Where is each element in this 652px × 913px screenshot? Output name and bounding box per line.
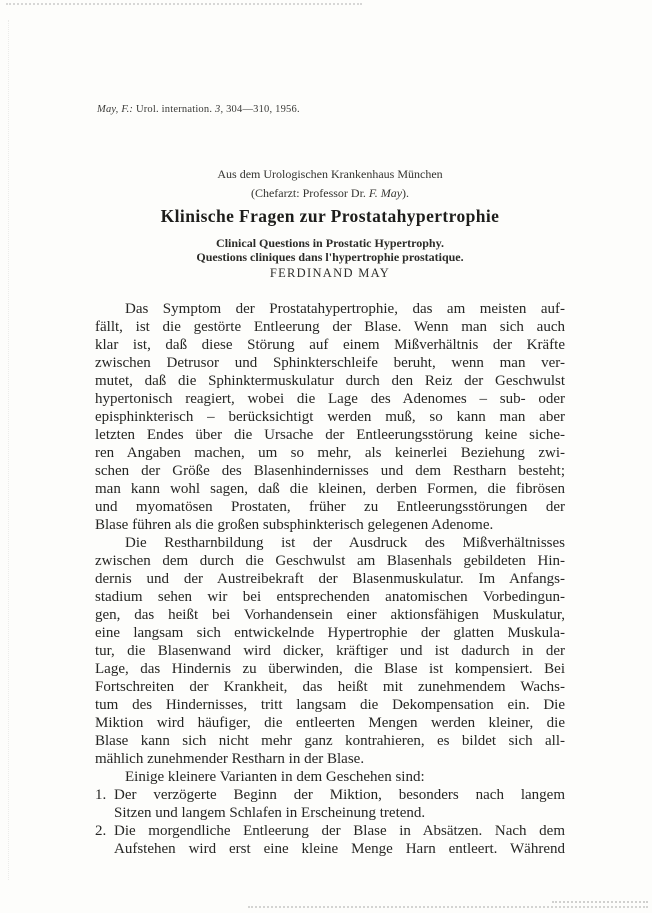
subtitle-french: Questions cliniques dans l'hypertrophie prostatique. xyxy=(196,250,464,264)
subtitle-english: Clinical Questions in Prostatic Hypertrophy. xyxy=(216,236,444,250)
author-name: FERDINAND MAY xyxy=(269,266,391,280)
list-item-2 xyxy=(95,822,565,858)
paragraph-1 xyxy=(95,300,565,534)
text-line: zwischen dem durch die Geschwulst am Blasenhals gebildeten Hin- xyxy=(95,553,565,569)
text-line: Fortschreiten der Krankheit, das heißt mit zunehmendem Wachs- xyxy=(95,679,565,695)
list-item-1 xyxy=(95,786,565,822)
text-line: fällt, ist die gestörte Entleerung der Blase. Wenn man sich auch xyxy=(95,319,565,335)
text-line: Einige kleinere Varianten in dem Geschehen sind: xyxy=(125,769,425,785)
text-line: ren Angaben machen, um so mehr, als keinerlei Beziehung zwi- xyxy=(95,445,565,461)
scan-artifact-bottom-edge-1 xyxy=(552,901,648,903)
text-line: Die morgendliche Entleerung der Blase in Absätzen. Nach dem xyxy=(114,823,565,839)
citation-author: May, F.: xyxy=(97,104,134,115)
institute-block xyxy=(95,165,565,202)
citation xyxy=(97,104,300,115)
chefarzt-line xyxy=(95,184,565,203)
text-line: hypertonisch reagiert, wobei die Lage des Adenomes – sub- oder xyxy=(95,391,565,407)
scan-artifact-left-edge xyxy=(8,20,9,880)
list-item-1-text xyxy=(114,786,565,822)
text-line: Sitzen und langem Schlafen in Erscheinung tretend. xyxy=(114,805,426,821)
scan-artifact-top-edge xyxy=(6,3,362,5)
list-item-2-text xyxy=(114,822,565,858)
text-line: stadium sehen wir bei entsprechenden anatomischen Vorbedingun- xyxy=(95,589,565,605)
text-line: Blase kann sich nicht mehr ganz kontrahieren, es bildet sich all- xyxy=(95,733,565,749)
paragraph-3 xyxy=(95,768,565,786)
text-line: und myomatösen Prostaten, früher zu Entleerungsstörungen der xyxy=(95,499,565,515)
text-line: gen, das heißt bei Vorhandensein einer aktionsfähigen Muskulatur, xyxy=(95,607,565,623)
text-line: Die Restharnbildung ist der Ausdruck des Mißverhältnisses xyxy=(125,535,565,551)
text-line: Der verzögerte Beginn der Miktion, besonders nach langem xyxy=(114,787,565,803)
scan-artifact-bottom-edge-2 xyxy=(248,906,648,908)
article-title: Klinische Fragen zur Prostatahypertrophie xyxy=(160,206,500,226)
text-line: letzten Endes über die Ursache der Entleerungsstörung keine siche- xyxy=(95,427,565,443)
text-line: tur, die Blasenwand wird dicker, kräftiger und ist dadurch in der xyxy=(95,643,565,659)
text-line: episphinkterisch – berücksichtigt werden muß, so kann man aber xyxy=(95,409,565,425)
citation-volume: 3, xyxy=(215,104,224,115)
chefarzt-prefix: (Chefarzt: Professor Dr. xyxy=(250,185,366,200)
institute-line: Aus dem Urologischen Krankenhaus München xyxy=(217,167,443,181)
text-line: tum des Hindernisses, tritt langsam die Dekompensation ein. Die xyxy=(95,697,565,713)
text-line: Lage, das Hindernis zu überwinden, die Blase ist kompensiert. Bei xyxy=(95,661,565,677)
text-line: mutet, daß die Sphinktermuskulatur durch den Reiz der Geschwulst xyxy=(95,373,565,389)
text-line: Miktion wird häufiger, die entleerten Mengen werden kleiner, die xyxy=(95,715,565,731)
text-line: Aufstehen wird erst eine kleine Menge Harn entleert. Während xyxy=(114,841,565,857)
article-body xyxy=(95,300,565,858)
chefarzt-suffix: ). xyxy=(402,185,410,200)
citation-pages: 304—310, 1956. xyxy=(226,104,300,115)
text-line: zwischen Detrusor und Sphinkterschleife beruht, wenn man ver- xyxy=(95,355,565,371)
text-line: Blase führen als die großen subsphinkterisch gelegenen Adenome. xyxy=(95,517,494,533)
text-line: dernis und der Austreibekraft der Blasenmuskulatur. Im Anfangs- xyxy=(95,571,565,587)
text-line: schen der Größe des Blasenhindernisses und dem Restharn besteht; xyxy=(95,463,565,479)
list-item-1-number: 1. xyxy=(95,787,107,803)
text-line: mählich zunehmender Restharn in der Blase. xyxy=(95,751,365,767)
chefarzt-name: F. May xyxy=(368,185,403,200)
citation-journal: Urol. internation. xyxy=(135,104,213,115)
text-line: Das Symptom der Prostatahypertrophie, das am meisten auf- xyxy=(125,301,565,317)
paragraph-2 xyxy=(95,534,565,768)
text-line: klar ist, daß diese Störung auf einem Mißverhältnis der Kräfte xyxy=(95,337,565,353)
text-line: eine langsam sich entwickelnde Hypertrophie der glatten Muskula- xyxy=(95,625,565,641)
list-item-2-number: 2. xyxy=(95,823,107,839)
text-line: man kann wohl sagen, daß die kleinen, derben Formen, die fibrösen xyxy=(95,481,565,497)
